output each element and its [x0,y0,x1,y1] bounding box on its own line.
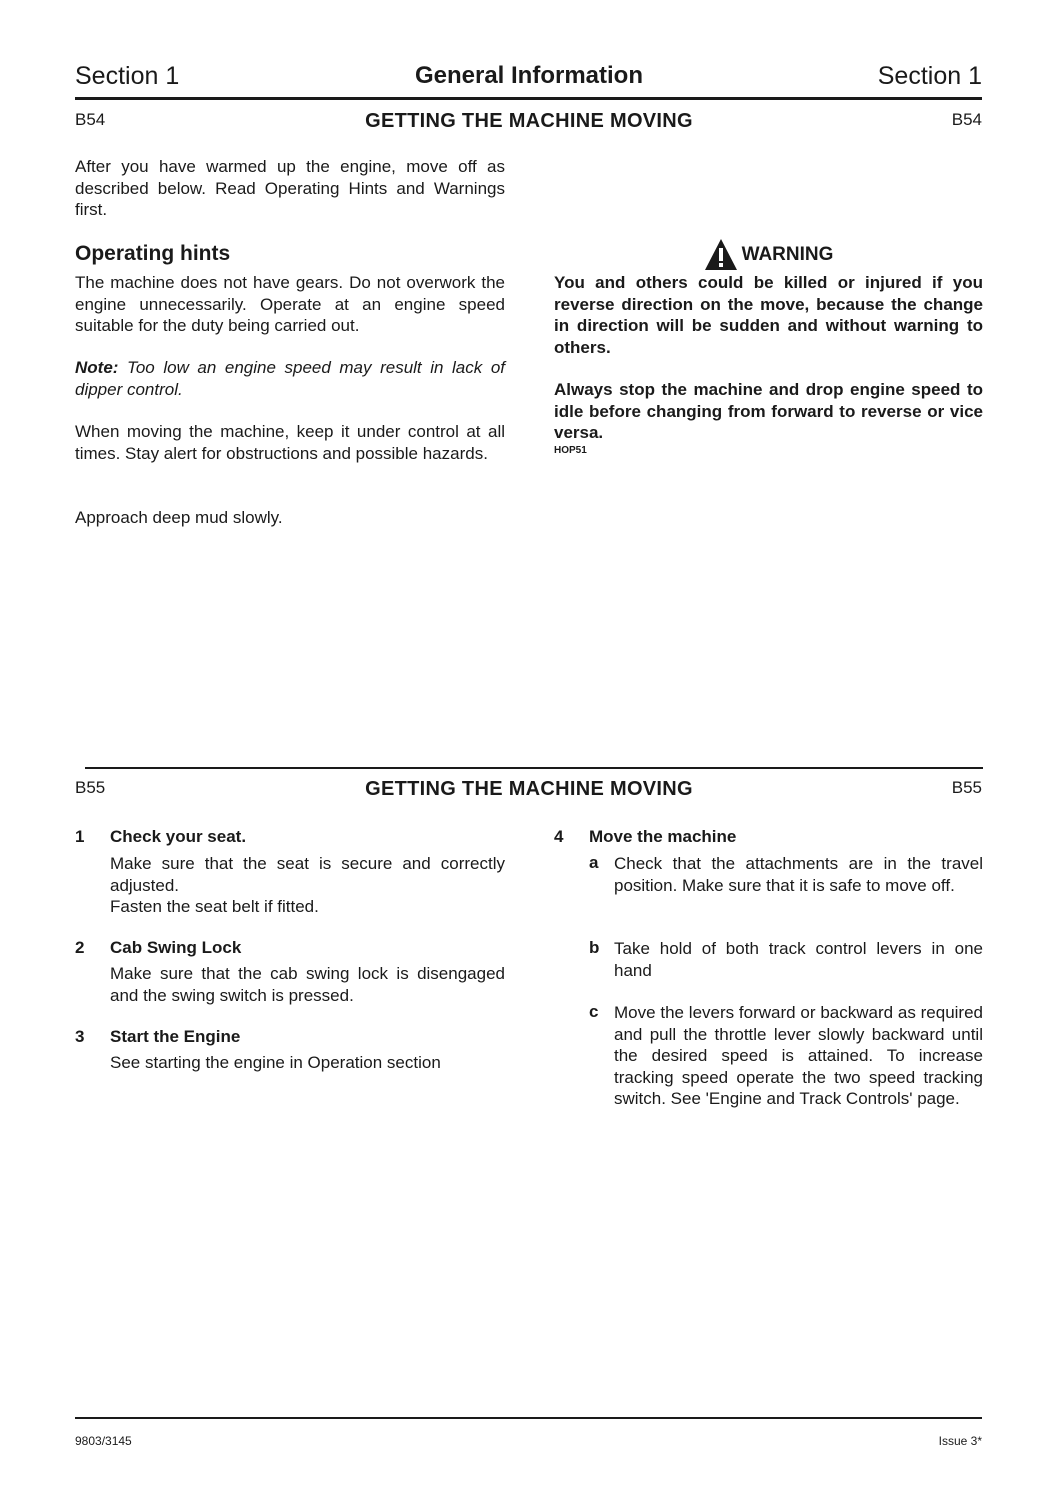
warning-paragraph-1: You and others could be killed or injured if you reverse direction on the move, because the change in direction will be sudden and without warning to others. [554,273,983,357]
b54-title: GETTING THE MACHINE MOVING [365,110,693,132]
step-number: 4 [554,827,564,846]
step-title: Start the Engine [110,1027,241,1046]
substep-letter: b [589,938,600,957]
header-section-right: Section 1 [877,62,982,90]
footer-issue: Issue 3* [938,1434,982,1448]
step-2-line-1: Make sure that the cab swing lock is disengaged and the swing switch is pressed. [110,964,505,1005]
section-divider [85,767,983,769]
footer-rule [75,1417,982,1419]
b54-intro: After you have warmed up the engine, move off as described below. Read Operating Hints and Warnings first. [75,157,505,219]
b55-title: GETTING THE MACHINE MOVING [365,778,693,800]
step-title: Cab Swing Lock [110,938,242,957]
b55-code-right: B55 [951,778,982,797]
step-number: 3 [75,1027,85,1046]
step-3-line-1: See starting the engine in Operation section [110,1053,441,1072]
step-title: Move the machine [589,827,737,846]
warning-triangle-icon [704,238,738,272]
note-text: Too low an engine speed may result in lack of dipper control. [75,358,505,399]
hints-paragraph-2: When moving the machine, keep it under control at all times. Stay alert for obstructions and possible hazards. [75,422,505,463]
warning-paragraph-2: Always stop the machine and drop engine speed to idle before changing from forward to reverse or vice versa. [554,380,983,442]
b55-code-left: B55 [75,778,106,797]
header-rule [75,97,982,100]
substep-c-text: Move the levers forward or backward as required and pull the throttle lever slowly backward until the desired speed is attained. To increase tracking speed operate the two speed tracking switch. See 'Engine and Track Controls' page. [614,1003,983,1108]
header-section-left: Section 1 [75,62,180,90]
substep-b-text: Take hold of both track control levers in one hand [614,939,983,980]
substep-letter: c [589,1002,599,1021]
step-1-line-1: Make sure that the seat is secure and correctly adjusted. [110,854,505,895]
warning-label: WARNING [741,244,834,265]
warning-heading [554,238,983,272]
substep-letter: a [589,853,599,872]
substep-a-text: Check that the attachments are in the travel position. Make sure that it is safe to move off. [614,854,983,895]
step-title: Check your seat. [110,827,247,846]
step-number: 2 [75,938,85,957]
header-title: General Information [414,62,644,89]
warning-ref: HOP51 [554,445,587,456]
step-1-line-2: Fasten the seat belt if fitted. [110,897,319,916]
note-paragraph [75,357,505,400]
step-number: 1 [75,827,85,846]
hints-paragraph-1: The machine does not have gears. Do not overwork the engine unnecessarily. Operate at an engine speed suitable for the duty being carried out. [75,273,505,335]
operating-hints-heading: Operating hints [75,242,231,265]
b54-code-left: B54 [75,110,106,129]
footer-doc-number: 9803/3145 [75,1434,132,1448]
hints-paragraph-3: Approach deep mud slowly. [75,508,283,527]
b54-code-right: B54 [951,110,982,129]
note-label: Note: [75,358,119,377]
